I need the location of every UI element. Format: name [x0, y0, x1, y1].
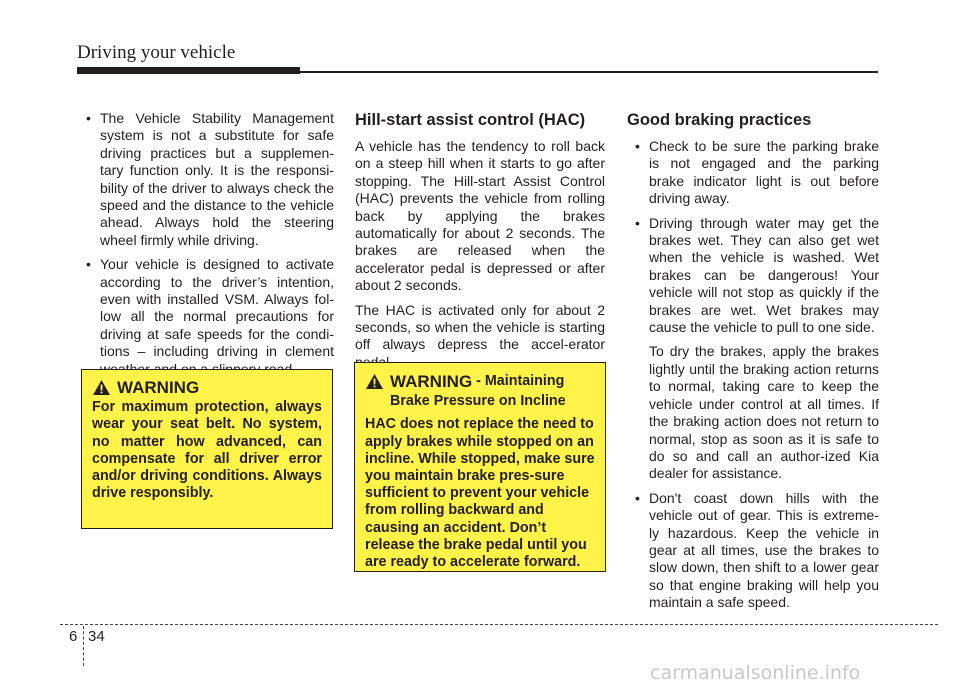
footer-rule	[60, 624, 938, 625]
column-left	[78, 110, 334, 385]
warning-text: For maximum protection, always wear your seat belt. No system, no matter how advanced, can compensate for all driver error and/or driving conditions. Always drive responsibly.	[92, 399, 322, 502]
paragraph: A vehicle has the tendency to roll back on a steep hill when it starts to go after stopping. The Hill-start Assist Control (HAC) prevents the vehicle from rolling back by applying the brakes automatically for about 2 seconds. The brakes are released when the accelerator pedal is depressed or after about 2 seconds.	[355, 138, 605, 294]
list-item: • Check to be sure the parking brake is not engaged and the parking brake indicator light is out before driving away.	[627, 138, 879, 208]
list-item: • Don't coast down hills with the vehicle out of gear. This is extreme-ly hazardous. Keep the vehicle in gear at all times, use the brakes to slow down, then shift to a lower gear so that engine braking will help you maintain a safe speed.	[627, 490, 879, 612]
page-number: 34	[88, 628, 105, 645]
warning-header	[92, 379, 322, 396]
braking-bullet-list-2	[627, 490, 879, 612]
warning-subtitle: - Maintaining	[476, 373, 565, 389]
warning-header	[365, 373, 595, 390]
header-rule	[300, 71, 878, 73]
list-item: • Driving through water may get the brakes wet. They can also get wet when the vehicle is washed. Wet brakes can be dangerous! Your vehicle will not stop as quickly if the brakes are wet. Wet brakes may cause the vehicle to pull to one side.	[627, 215, 879, 337]
paragraph: The HAC is activated only for about 2 seconds, so when the vehicle is starting off always depress the accel-erator	[355, 301, 605, 353]
section-number: 6	[69, 628, 78, 645]
watermark: carmanualsonline.info	[650, 662, 861, 684]
warning-text: HAC does not replace the need to apply brakes while stopped on an incline. While stopped, make sure you maintain brake pres-sure sufficient to prevent your vehicle from rolling backward and causing an accident. Don’t release the brake pedal until you are ready to accelerate forward.	[365, 416, 595, 571]
warning-subtitle-line2: Brake Pressure on Incline	[390, 393, 566, 410]
list-item: • Your vehicle is designed to activate according to the driver’s intention, even with installed VSM. Always fol-low all the normal precautions for driving at safe speeds for the condi-tions – including driving in clement	[78, 256, 334, 378]
warning-title: WARNING	[117, 378, 200, 397]
warning-title: WARNING	[390, 372, 473, 391]
column-middle	[355, 110, 605, 378]
braking-bullet-list	[627, 138, 879, 336]
warning-triangle-icon	[92, 379, 111, 396]
page-header-title: Driving your vehicle	[77, 42, 236, 63]
warning-triangle-icon	[365, 373, 384, 390]
warning-box-seat-belt	[81, 369, 333, 529]
column-right	[627, 110, 879, 619]
paragraph-indented: To dry the brakes, apply the brakes lightly until the braking action returns to normal, taking care to keep the vehicle under control at all times. If the braking action does not return to normal, stop as soon as it is safe to do so and call an author-ized Kia dealer for assistance.	[649, 343, 879, 482]
section-heading-hac: Hill-start assist control (HAC)	[355, 111, 586, 129]
vsm-bullet-list	[78, 110, 334, 378]
list-item: • The Vehicle Stability Management system is not a substitute for safe driving practices but a supplemen-tary function only. It is the responsi-bility of the driver to always check the speed and the distance to the vehicle ahead. Always hold the steering wheel firmly while driving.	[78, 110, 334, 249]
warning-box-hac	[354, 362, 606, 572]
page-number-separator	[83, 626, 84, 666]
header-bar	[77, 67, 300, 74]
section-heading-braking: Good braking practices	[627, 111, 812, 129]
